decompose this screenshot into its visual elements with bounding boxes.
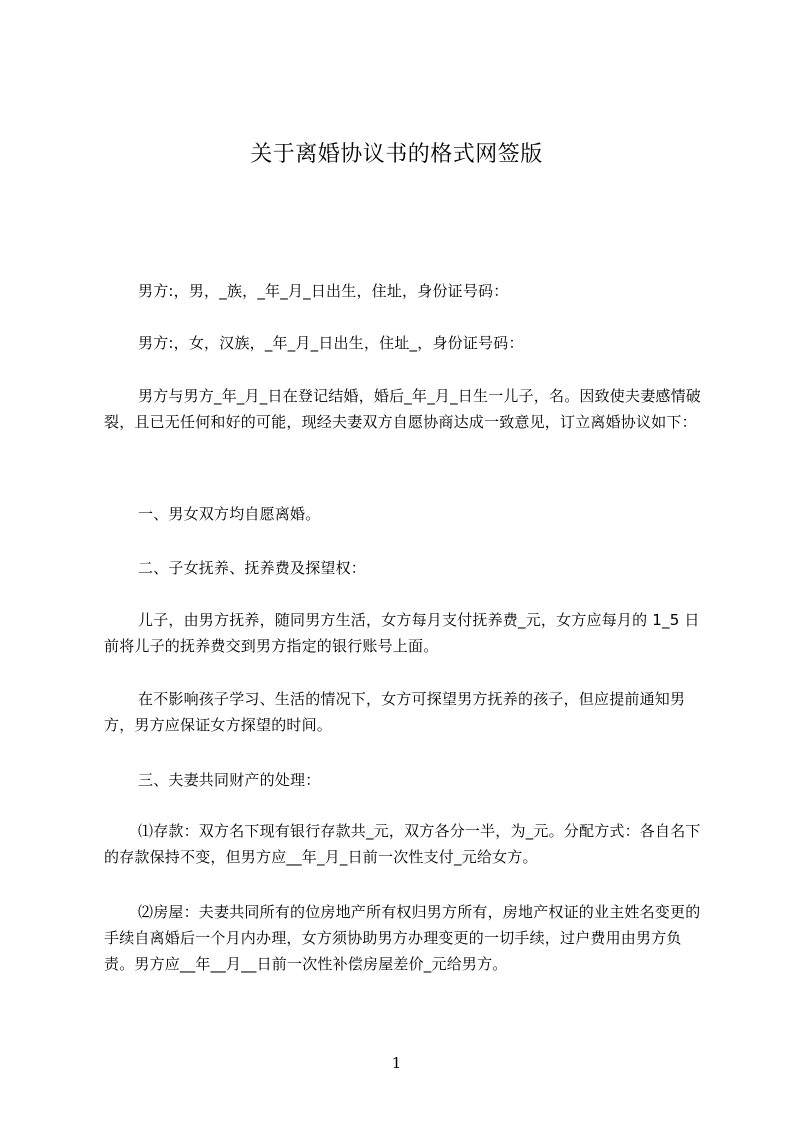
paragraph-house: ⑵房屋：夫妻共同所有的位房地产所有权归男方所有，房地产权证的业主姓名变更的手续自离婚后一个月内办理，女方须协助男方办理变更的一切手续，过户费用由男方负责。男方应__年__月__日前一次性补偿房屋差价_元给男方。 [104, 903, 701, 973]
paragraph-custody: 儿子，由男方抚养，随同男方生活，女方每月支付抚养费_元，女方应每月的 1_5 日前将儿子的抚养费交到男方指定的银行账号上面。 [104, 611, 700, 655]
paragraph-marriage-info: 男方与男方_年_月_日在登记结婚，婚后_年_月_日生一儿子，名。因致使夫妻感情破裂，且已无任何和好的可能，现经夫妻双方自愿协商达成一致意见，订立离婚协议如下： [104, 387, 702, 431]
paragraph-visitation: 在不影响孩子学习、生活的情况下，女方可探望男方抚养的孩子，但应提前通知男方，男方应保证女方探望的时间。 [104, 690, 686, 734]
clause-2-heading: 二、子女抚养、抚养费及探望权： [138, 559, 367, 577]
clause-1-heading: 一、男女双方均自愿离婚。 [138, 505, 321, 523]
document-title: 关于离婚协议书的格式网签版 [250, 142, 543, 167]
clause-3-heading: 三、夫妻共同财产的处理： [138, 771, 321, 789]
paragraph-party-1: 男方:，男，_族，_年_月_日出生，住址，身份证号码： [138, 282, 509, 300]
paragraph-party-2: 男方:，女，汉族，_年_月_日出生，住址_，身份证号码： [138, 334, 524, 352]
page-number: 1 [391, 1054, 402, 1072]
paragraph-deposits: ⑴存款：双方名下现有银行存款共_元，双方各分一半，为_元。分配方式：各自名下的存款保持不变，但男方应__年_月_日前一次性支付_元给女方。 [104, 822, 701, 866]
